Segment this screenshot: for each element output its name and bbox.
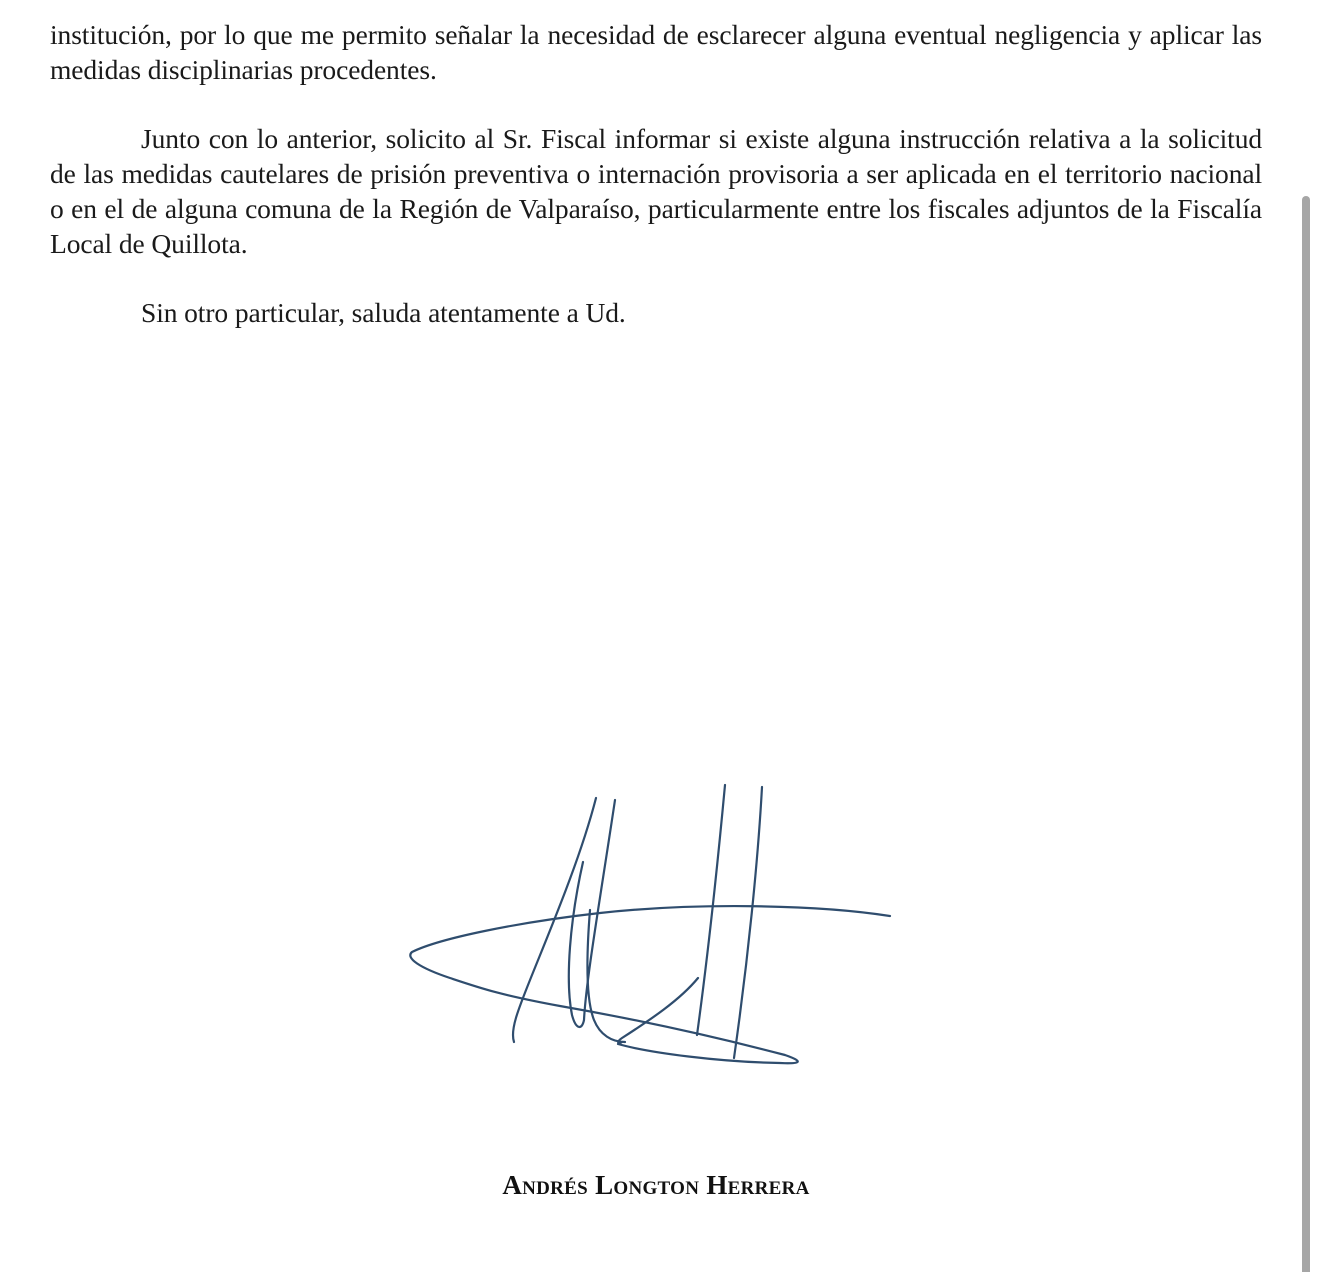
signature-stroke: [734, 787, 762, 1058]
paragraph-closing-previous: institución, por lo que me permito señalar la necesidad de esclarecer alguna eventual negligencia y aplicar las medidas disciplinarias procedentes.: [50, 19, 1262, 85]
paragraph-request: Junto con lo anterior, solicito al Sr. Fiscal informar si existe alguna instrucción relativa a la solicitud de las medidas cautelares de prisión preventiva o internación provisoria a ser aplicada en el territorio nacional o en el de alguna comuna de la Región de Valparaíso, particularmente entre los fiscales adjuntos de la Fiscalía Local de Quillota.: [50, 123, 1262, 259]
signature-stroke: [618, 978, 698, 1043]
signature-stroke: [587, 910, 625, 1042]
signature-stroke: [697, 785, 725, 1035]
signature-stroke: [410, 906, 890, 1063]
scrollbar-thumb[interactable]: [1302, 196, 1310, 1272]
paragraph-salutation: Sin otro particular, saluda atentamente a Ud.: [141, 297, 626, 328]
signer-name: Andrés Longton Herrera: [502, 1170, 810, 1200]
handwritten-signature: [400, 780, 900, 1080]
vertical-scrollbar[interactable]: [1300, 190, 1314, 1272]
